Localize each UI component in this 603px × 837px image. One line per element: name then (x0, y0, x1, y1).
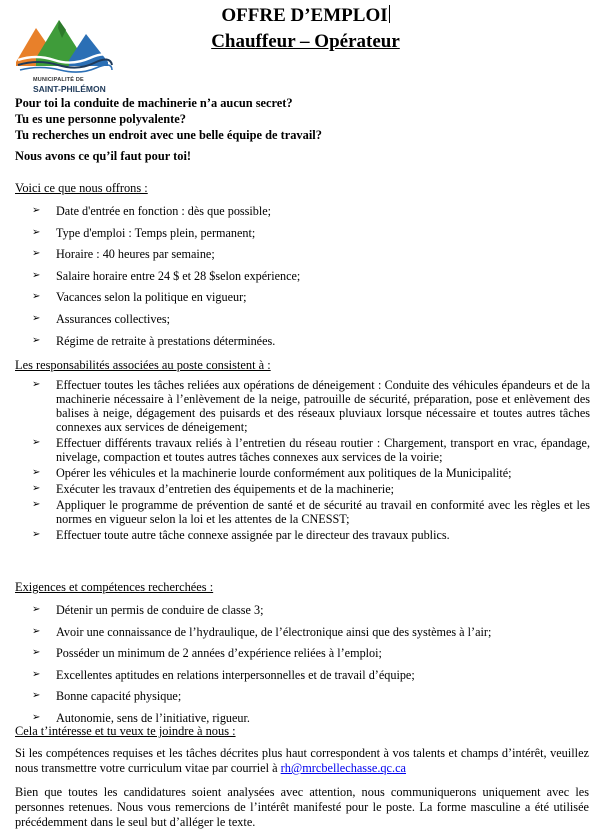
list-item-text: Opérer les véhicules et la machinerie lourde conformément aux politiques de la Municipalité; (56, 466, 512, 480)
list-item (0, 378, 590, 434)
list-item (0, 603, 590, 617)
arrow-bullet-icon: ➢ (32, 647, 41, 659)
arrow-bullet-icon: ➢ (32, 269, 41, 281)
arrow-bullet-icon: ➢ (32, 437, 41, 448)
arrow-bullet-icon: ➢ (32, 226, 41, 238)
page-title (0, 5, 603, 27)
arrow-bullet-icon: ➢ (32, 205, 41, 216)
page-title-text: OFFRE D’EMPLOI (221, 5, 388, 26)
list-item-text: Appliquer le programme de prévention de santé et de sécurité au travail en conformité avec les règles et les normes en vigueur selon la loi et les attentes de la CNESST; (56, 498, 590, 526)
list-item (0, 436, 590, 464)
offers-list (0, 204, 590, 355)
list-item (0, 247, 590, 261)
list-item (0, 204, 590, 218)
list-item-text: Exécuter les travaux d’entretien des équipements et de la machinerie; (56, 482, 395, 496)
list-item (0, 528, 590, 542)
requirements-heading: Exigences et compétences recherchées : (15, 580, 214, 594)
list-item (0, 625, 590, 639)
list-item (0, 226, 590, 240)
list-item-text: Horaire : 40 heures par semaine; (56, 247, 215, 262)
apply-text: Si les compétences requises et les tâches décrites plus haut correspondent à vos talents et champs d’intérêt, veuillez nous transmettre votre curriculum vitae par courriel à (15, 746, 589, 775)
list-item-text: Autonomie, sens de l’initiative, rigueur. (56, 710, 250, 725)
list-item (0, 689, 590, 703)
arrow-bullet-icon: ➢ (32, 625, 41, 637)
intro-closing: Nous avons ce qu’il faut pour toi! (15, 149, 192, 163)
apply-heading: Cela t’intéresse et tu veux te joindre à nous : (15, 724, 236, 738)
list-item-text: Bonne capacité physique; (56, 689, 182, 704)
arrow-bullet-icon: ➢ (32, 291, 41, 303)
intro-line: Tu recherches un endroit avec une belle équipe de travail? (15, 128, 322, 142)
arrow-bullet-icon: ➢ (32, 248, 41, 260)
list-item (0, 290, 590, 304)
list-item-text: Effectuer différents travaux reliés à l’entretien du réseau routier : Chargement, transport en vrac, épandage, nivelage, compaction et toutes autres tâches connexes aux services de la voirie; (56, 436, 590, 464)
intro-block (15, 95, 322, 164)
responsibilities-heading: Les responsabilités associées au poste consistent à : (15, 358, 271, 372)
list-item (0, 269, 590, 283)
intro-line: Pour toi la conduite de machinerie n’a aucun secret? (15, 96, 293, 110)
page-subtitle: Chauffeur – Opérateur (211, 31, 400, 52)
requirements-list (0, 603, 590, 733)
footer-paragraph: Bien que toutes les candidatures soient analysées avec attention, nous communiquerons uniquement avec les personnes retenues. Nous vous remercions de l’intérêt manifesté pour le poste. La forme masculine a été utilisée précédemment dans le seul but d’alléger le texte. (15, 785, 589, 829)
list-item (0, 466, 590, 480)
list-item-text: Posséder un minimum de 2 années d’expérience reliées à l’emploi; (56, 646, 382, 661)
list-item-text: Effectuer toutes les tâches reliées aux opérations de déneigement : Conduite des véhicules épandeurs et de la machinerie nécessaire à l’enlèvement de la neige, patrouille de sécurité, préparation, pose et enlèvement des balises à neige, dégagement des puisards et des réseaux pluviaux lorsque nécessaire et toutes autres tâches connexes aux services de déneigement; (56, 378, 590, 434)
list-item-text: Salaire horaire entre 24 $ et 28 $selon expérience; (56, 268, 301, 283)
intro-line: Tu es une personne polyvalente? (15, 112, 186, 126)
arrow-bullet-icon: ➢ (32, 499, 41, 510)
email-link[interactable]: rh@mrcbellechasse.qc.ca (280, 761, 407, 775)
list-item (0, 646, 590, 660)
list-item-text: Assurances collectives; (56, 311, 171, 326)
responsibilities-list (0, 378, 590, 544)
logo-caption-large: SAINT-PHILÉMON (33, 84, 106, 94)
offers-heading: Voici ce que nous offrons : (15, 181, 148, 195)
arrow-bullet-icon: ➢ (32, 483, 41, 494)
arrow-bullet-icon: ➢ (32, 604, 41, 615)
apply-paragraph (15, 746, 589, 776)
logo-caption-small: MUNICIPALITÉ DE (33, 77, 84, 83)
list-item-text: Détenir un permis de conduire de classe 3; (56, 603, 264, 617)
list-item (0, 482, 590, 496)
text-cursor (389, 5, 390, 23)
arrow-bullet-icon: ➢ (32, 379, 41, 390)
arrow-bullet-icon: ➢ (32, 529, 41, 540)
list-item-text: Vacances selon la politique en vigueur; (56, 290, 247, 305)
arrow-bullet-icon: ➢ (32, 334, 41, 346)
arrow-bullet-icon: ➢ (32, 467, 41, 478)
arrow-bullet-icon: ➢ (32, 668, 41, 680)
arrow-bullet-icon: ➢ (32, 312, 41, 324)
list-item (0, 668, 590, 682)
arrow-bullet-icon: ➢ (32, 711, 41, 723)
list-item-text: Avoir une connaissance de l’hydraulique, de l’électronique ainsi que des systèmes à l’air; (56, 624, 492, 639)
list-item-text: Excellentes aptitudes en relations interpersonnelles et de travail d’équipe; (56, 667, 415, 682)
list-item-text: Date d'entrée en fonction : dès que possible; (56, 204, 272, 218)
list-item-text: Régime de retraite à prestations déterminées. (56, 333, 276, 348)
list-item (0, 334, 590, 348)
list-item-text: Type d'emploi : Temps plein, permanent; (56, 225, 256, 240)
list-item (0, 312, 590, 326)
list-item (0, 498, 590, 526)
list-item-text: Effectuer toute autre tâche connexe assignée par le directeur des travaux publics. (56, 528, 450, 542)
arrow-bullet-icon: ➢ (32, 690, 41, 702)
